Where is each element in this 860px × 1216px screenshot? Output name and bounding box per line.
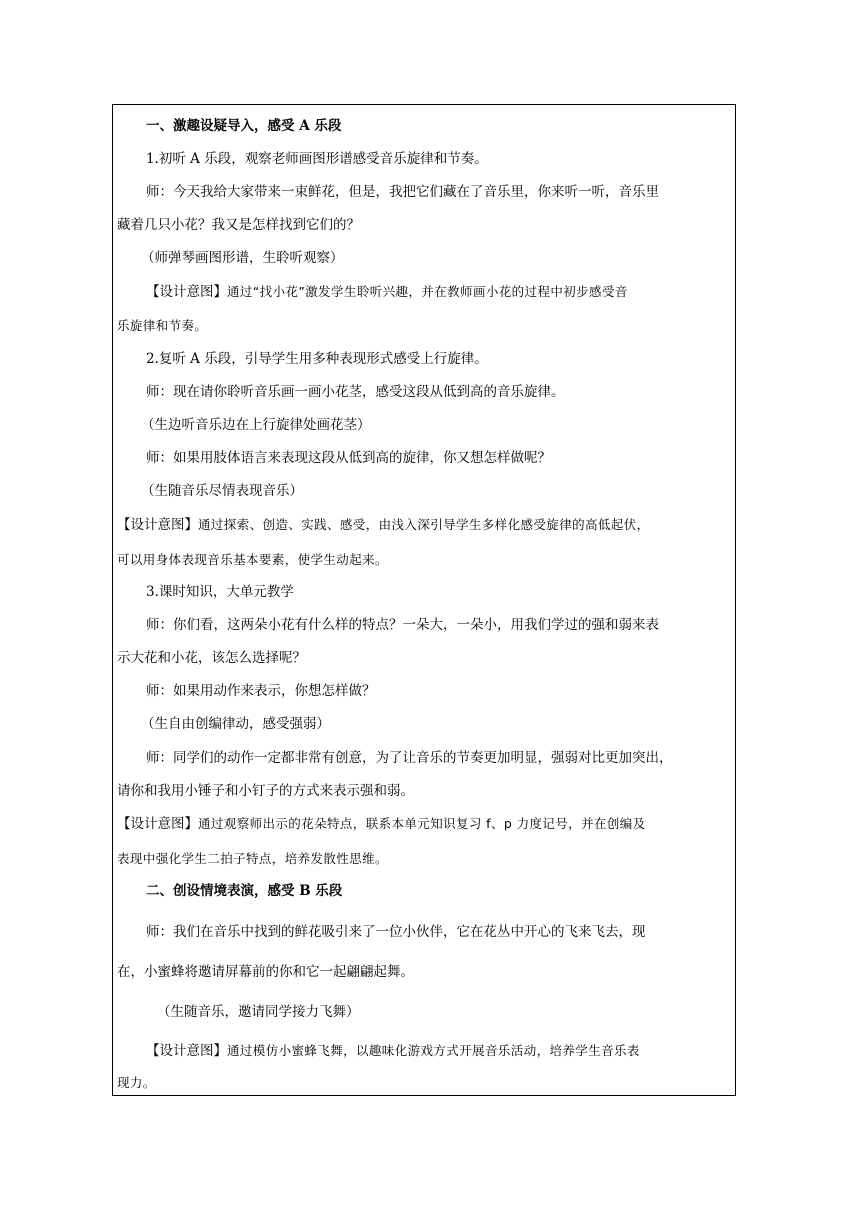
activity-note: （生随音乐，邀请同学接力飞舞） [157,1004,360,1020]
activity-note: （师弹琴画图形谱，生聆听观察） [141,250,344,266]
section-heading-b: 二、创设情境表演，感受 B 乐段 [146,883,343,899]
design-intent [113,1042,768,1060]
paragraph: 示大花和小花，该怎么选择呢？ [117,650,306,666]
section-heading-a: 一、激趣设疑导入，感受 A 乐段 [146,118,342,134]
activity-note: （生自由创编律动，感受强弱） [141,716,330,732]
paragraph: 师：同学们的动作一定都非常有创意，为了让音乐的节奏更加明显，强弱对比更加突出， [146,750,673,766]
design-intent-cont: 可以用身体表现音乐基本要素，使学生动起来。 [117,552,388,567]
lesson-table-cell [112,104,736,1096]
paragraph: 师：现在请你聆听音乐画一画小花茎，感受这段从低到高的音乐旋律。 [146,384,565,400]
design-intent-cont: 乐旋律和节奏。 [117,318,208,333]
design-intent-cont: 现力。 [117,1075,156,1090]
design-intent-text: 通过观察师出示的花朵特点，联系本单元知识复习 f、p 力度记号，并在创编及 [198,816,646,831]
design-intent [113,283,768,301]
design-intent-label: 【设计意图】 [146,284,227,300]
paragraph: 师：如果用肢体语言来表现这段从低到高的旋律，你又想怎样做呢？ [146,450,551,466]
paragraph: 请你和我用小锤子和小钉子的方式来表示强和弱。 [117,783,414,799]
design-intent-text: 通过探索、创造、实践、感受，由浅入深引导学生多样化感受旋律的高低起伏， [198,517,650,532]
design-intent [113,516,739,534]
step-1: 1.初听 A 乐段，观察老师画图形谱感受音乐旋律和节奏。 [146,151,488,167]
step-3: 3.课时知识，大单元教学 [146,584,294,600]
step-2: 2.复听 A 乐段，引导学生用多种表现形式感受上行旋律。 [146,351,488,367]
design-intent-text: 通过模仿小蜜蜂飞舞，以趣味化游戏方式开展音乐活动，培养学生音乐表 [227,1043,640,1058]
activity-note: （生随音乐尽情表现音乐） [141,483,303,499]
paragraph: 师：我们在音乐中找到的鲜花吸引来了一位小伙伴，它在花丛中开心的飞来飞去，现 [146,924,646,940]
paragraph: 在，小蜜蜂将邀请屏幕前的你和它一起翩翩起舞。 [117,964,414,980]
paragraph: 藏着几只小花？我又是怎样找到它们的？ [117,217,360,233]
design-intent-label: 【设计意图】 [146,1043,227,1059]
activity-note: （生边听音乐边在上行旋律处画花茎） [141,417,371,433]
design-intent-label: 【设计意图】 [117,816,198,832]
design-intent-text: 通过“找小花”激发学生聆听兴趣，并在教师画小花的过程中初步感受音 [227,284,628,299]
design-intent-cont: 表现中强化学生二拍子特点，培养发散性思维。 [117,851,388,866]
design-intent [113,815,739,833]
design-intent-label: 【设计意图】 [117,517,198,533]
paragraph: 师：今天我给大家带来一束鲜花，但是，我把它们藏在了音乐里，你来听一听，音乐里 [146,184,659,200]
paragraph: 师：如果用动作来表示，你想怎样做？ [146,683,376,699]
paragraph: 师：你们看，这两朵小花有什么样的特点？一朵大，一朵小，用我们学过的强和弱来表 [146,617,659,633]
